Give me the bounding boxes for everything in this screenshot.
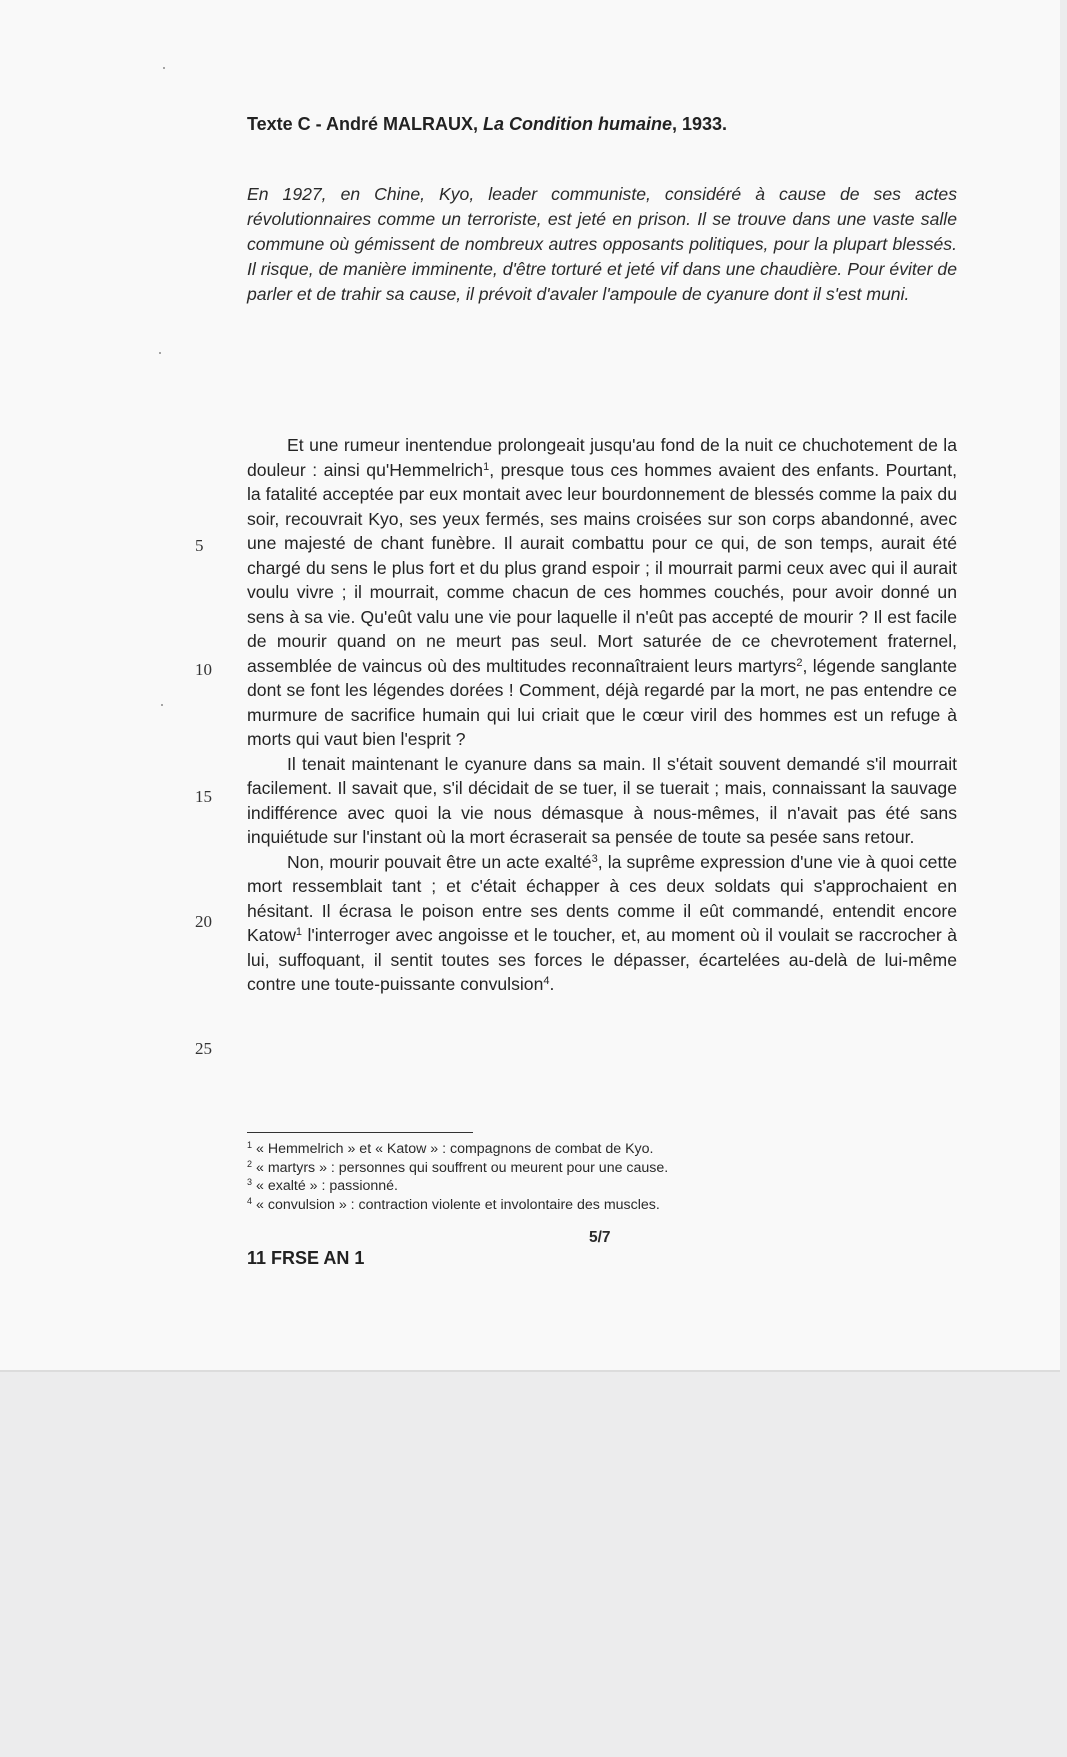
scan-speck — [163, 67, 165, 69]
footnote: $^2$ « martyrs » : personnes qui souffrent ou meurent pour une cause. — [247, 1158, 669, 1176]
page-number: 5/7 — [589, 1229, 611, 1246]
intro-paragraph — [247, 182, 957, 307]
line-number: 25 — [195, 1039, 212, 1058]
footnote-ref: 1 — [483, 460, 490, 473]
paragraph-3: Non, mourir pouvait être un acte exalté$^3$, la suprême expression d'une vie à quoi cette mort ressemblait tant ; et c'était échapper à ces deux soldats qui s'approchaient en hésitant. Il écrasa le poison entre ses dents comme il eût commandé, entendit encore Katow$^1$ l'interroger avec angoisse et le toucher, et, au moment où il voulait se raccrocher à lui, suffoquant, il sentit toutes ses forces le dépasser, écartelées au-delà de lui-même contre une toute-puissante convulsion$^4$. — [247, 851, 958, 994]
footnotes — [247, 1140, 947, 1214]
line-number: 15 — [195, 787, 212, 806]
excerpt-body — [247, 433, 957, 997]
footnote: $^3$ « exalté » : passionné. — [247, 1177, 398, 1194]
paragraph-2: Il tenait maintenant le cyanure dans sa main. Il s'était souvent demandé s'il mourrait facilement. Il savait que, s'il décidait de se tuer, il se tuerait ; mais, connaissant la sauvage indifférence avec quoi la vie nous démasque à nous-mêmes, il n'avait pas été sans inquiétude sur l'instant où la mort écraserait sa pensée de toute sa pesée sans retour. — [247, 753, 957, 847]
title-work: La Condition humaine — [483, 114, 673, 134]
scan-speck — [161, 704, 163, 706]
line-number: 5 — [195, 536, 204, 555]
footnote-ref: 1 — [295, 926, 303, 938]
intro-text: En 1927, en Chine, Kyo, leader communiste, considéré à cause de ses actes révolutionnaires comme un terroriste, est jeté en prison. Il se trouve dans une vaste salle commune où gémissent de nombreux autres opposants politiques, pour la plupart blessés. Il risque, de manière imminente, d'être torturé et jeté vif dans une chaudière. Pour éviter de parler et de trahir sa cause, il prévoit d'avaler l'ampoule de cyanure dont il s'est muni. — [247, 184, 957, 304]
footnote-divider — [247, 1132, 473, 1133]
footnote-ref: 3 — [591, 852, 598, 865]
title-author: Texte C - André MALRAUX, — [247, 114, 484, 134]
footnote: $^4$ « convulsion » : contraction violente et involontaire des muscles. — [247, 1195, 660, 1213]
scan-speck — [159, 352, 161, 354]
text-title — [247, 114, 727, 135]
paragraph-1: Et une rumeur inentendue prolongeait jusqu'au fond de la nuit ce chuchotement de la douleur : ainsi qu'Hemmelrich$^1$, presque tous ces hommes avaient des enfants. Pourtant, la fatalité acceptée par eux montait avec leur bourdonnement de blessés comme la paix du soir, recouvrait Kyo, ses yeux fermés, ses mains croisées sur son corps abandonné, avec une majesté de chant funèbre. Il aurait combattu pour ce qui, de son temps, aurait été chargé du sens le plus fort et du plus grand espoir ; il mourrait parmi ceux avec qui il aurait voulu vivre ; il mourrait, comme chacun de ces hommes couchés, pour avoir donné un sens à sa vie. Qu'eût valu une vie pour laquelle il n'eût pas accepté de mourir ? Il est facile de mourir quand on ne meurt pas seul. Mort saturée de ce chevrotement fraternel, assemblée de vaincus où des multitudes reconnaîtraient leurs martyrs$^2$, légende sanglante dont se font les légendes dorées ! Comment, déjà regardé par la mort, ne pas entendre ce murmure de sacrifice humain qui lui criait que le cœur viril des hommes est un refuge à morts qui vaut bien l'esprit ? — [247, 435, 957, 749]
line-number: 20 — [195, 912, 212, 931]
footnote: $^1$ « Hemmelrich » et « Katow » : compagnons de combat de Kyo. — [247, 1140, 654, 1157]
footnote-ref: 4 — [543, 975, 550, 987]
footnote-ref: 2 — [796, 656, 803, 669]
title-year: , 1933. — [672, 114, 728, 134]
line-number: 10 — [195, 660, 212, 679]
exam-code: 11 FRSE AN 1 — [247, 1248, 365, 1268]
